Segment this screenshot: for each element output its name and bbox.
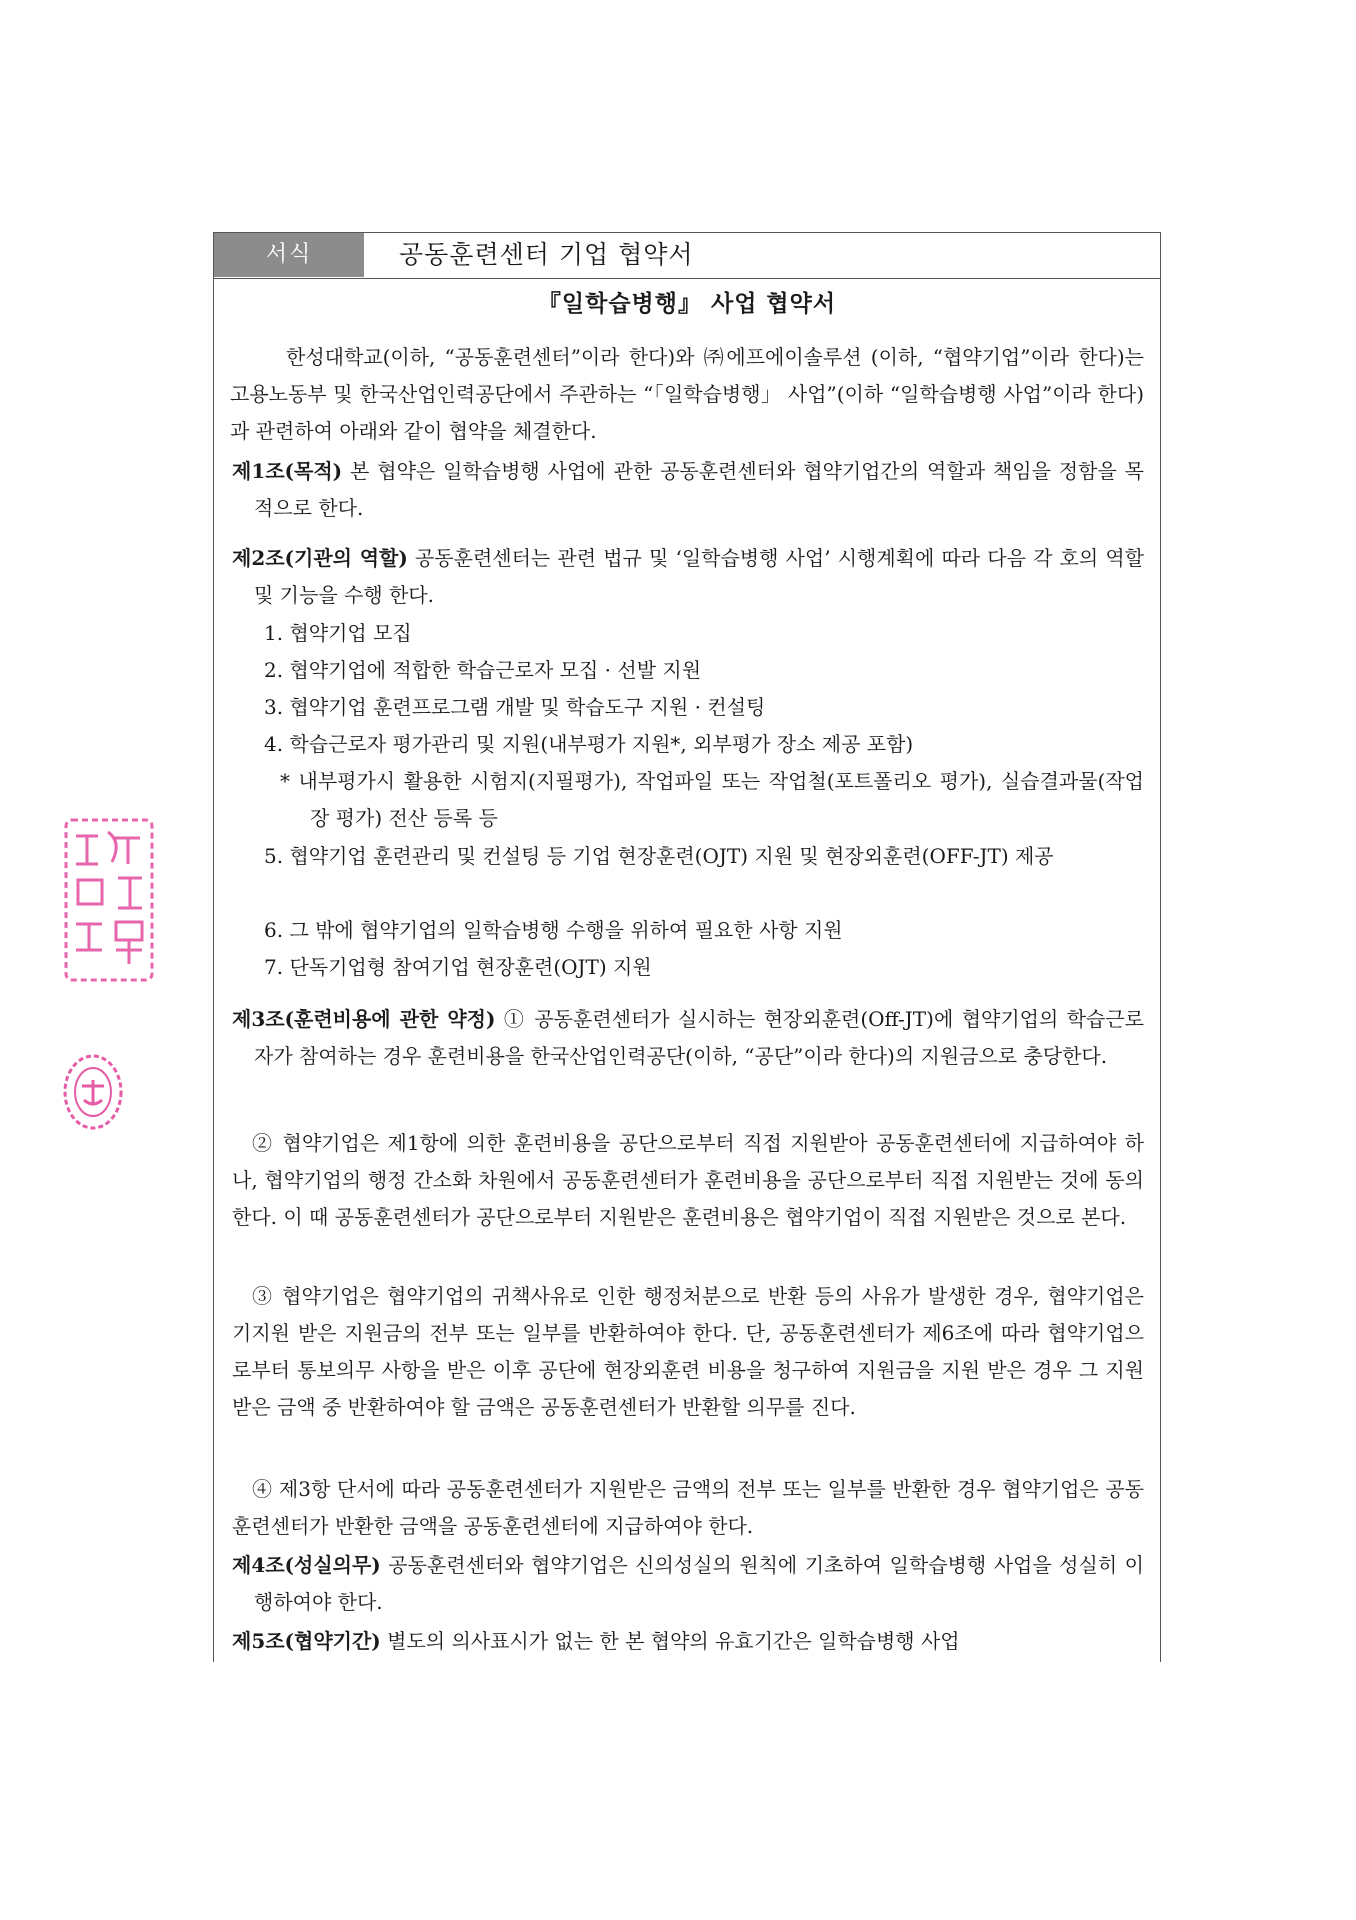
article-4 [232,1547,1144,1621]
article-3-para-2: ② 협약기업은 제1항에 의한 훈련비용을 공단으로부터 직접 지원받아 공동훈련센터에 지급하여야 하나, 협약기업의 행정 간소화 차원에서 공동훈련센터가 훈련비용을 공단으로부터 직접 지원받는 것에 동의한다. 이 때 공동훈련센터가 공단으로부터 지원받은 훈련비용은 협약기업이 직접 지원받은 것으로 본다. [232,1131,1144,1229]
article-3-heading: 제3조(훈련비용에 관한 약정) [232,1007,496,1031]
article-2-item-6: 6. 그 밖에 협약기업의 일학습병행 수행을 위하여 필요한 사항 지원 [264,918,843,942]
article-4-heading: 제4조(성실의무) [232,1553,381,1577]
article-5 [232,1623,1144,1660]
article-4-text: 공동훈련센터와 협약기업은 신의성실의 원칙에 기초하여 일학습병행 사업을 성실히 이행하여야 한다. [254,1553,1144,1614]
agreement-frame [213,232,1161,1662]
article-3-para-3: ③ 협약기업은 협약기업의 귀책사유로 인한 행정처분으로 반환 등의 사유가 발생한 경우, 협약기업은 기지원 받은 지원금의 전부 또는 일부를 반환하여야 한다. 단, 공동훈련센터가 제6조에 따라 협약기업으로부터 통보의무 사항을 받은 이후 공단에 현장외훈련 비용을 청구하여 지원금을 지원 받은 경우 그 지원 받은 금액 중 반환하여야 할 금액은 공동훈련센터가 반환할 의무를 진다. [232,1284,1144,1419]
article-1-text: 본 협약은 일학습병행 사업에 관한 공동훈련센터와 협약기업간의 역할과 책임을 정함을 목적으로 한다. [254,459,1144,520]
article-2-item-4: 4. 학습근로자 평가관리 및 지원(내부평가 지원*, 외부평가 장소 제공 포함) [264,732,914,756]
article-1-heading: 제1조(목적) [232,459,343,483]
document-title: 『일학습병행』 사업 협약서 [537,291,837,317]
article-1 [232,453,1144,527]
article-3-para-1: ① 공동훈련센터가 실시하는 현장외훈련(Off-JT)에 협약기업의 학습근로자가 참여하는 경우 훈련비용을 한국산업인력공단(이하, “공단”이라 한다)의 지원금으로 충당한다. [254,1007,1145,1068]
article-3 [232,1001,1144,1075]
article-2-item-7: 7. 단독기업형 참여기업 현장훈련(OJT) 지원 [264,955,652,979]
article-5-text: 별도의 의사표시가 없는 한 본 협약의 유효기간은 일학습병행 사업 [380,1629,960,1653]
article-2-item-1: 1. 협약기업 모집 [264,621,412,645]
form-header [214,233,1160,279]
article-2-item-2: 2. 협약기업에 적합한 학습근로자 모집 · 선발 지원 [264,658,702,682]
article-2-item-5: 5. 협약기업 훈련관리 및 컨설팅 등 기업 현장훈련(OJT) 지원 및 현장외훈련(OFF-JT) 제공 [264,844,1054,868]
article-3-para-4: ④ 제3항 단서에 따라 공동훈련센터가 지원받은 금액의 전부 또는 일부를 반환한 경우 협약기업은 공동훈련센터가 반환한 금액을 공동훈련센터에 지급하여야 한다. [232,1477,1144,1538]
intro-paragraph: 한성대학교(이하, “공동훈련센터”이라 한다)와 ㈜에프에이솔루션 (이하, “협약기업”이라 한다)는 고용노동부 및 한국산업인력공단에서 주관하는 “「일학습병행」 사업”(이하 “일학습병행 사업”이라 한다)과 관련하여 아래와 같이 협약을 체결한다. [230,345,1144,443]
seal-stamp-left [62,814,158,986]
article-2-heading: 제2조(기관의 역할) [232,546,408,570]
form-tag: 서식 [214,233,364,277]
article-2 [232,540,1144,614]
article-5-heading: 제5조(협약기간) [232,1629,381,1653]
seal-stamp-round [62,1052,124,1132]
article-2-item-3: 3. 협약기업 훈련프로그램 개발 및 학습도구 지원 · 컨설팅 [264,695,766,719]
article-2-text: 공동훈련센터는 관련 법규 및 ‘일학습병행 사업’ 시행계획에 따라 다음 각 호의 역할 및 기능을 수행 한다. [254,546,1144,607]
form-title: 공동훈련센터 기업 협약서 [399,240,694,269]
article-2-note: * 내부평가시 활용한 시험지(지필평가), 작업파일 또는 작업철(포트폴리오 평가), 실습결과물(작업장 평가) 전산 등록 등 [280,769,1144,830]
